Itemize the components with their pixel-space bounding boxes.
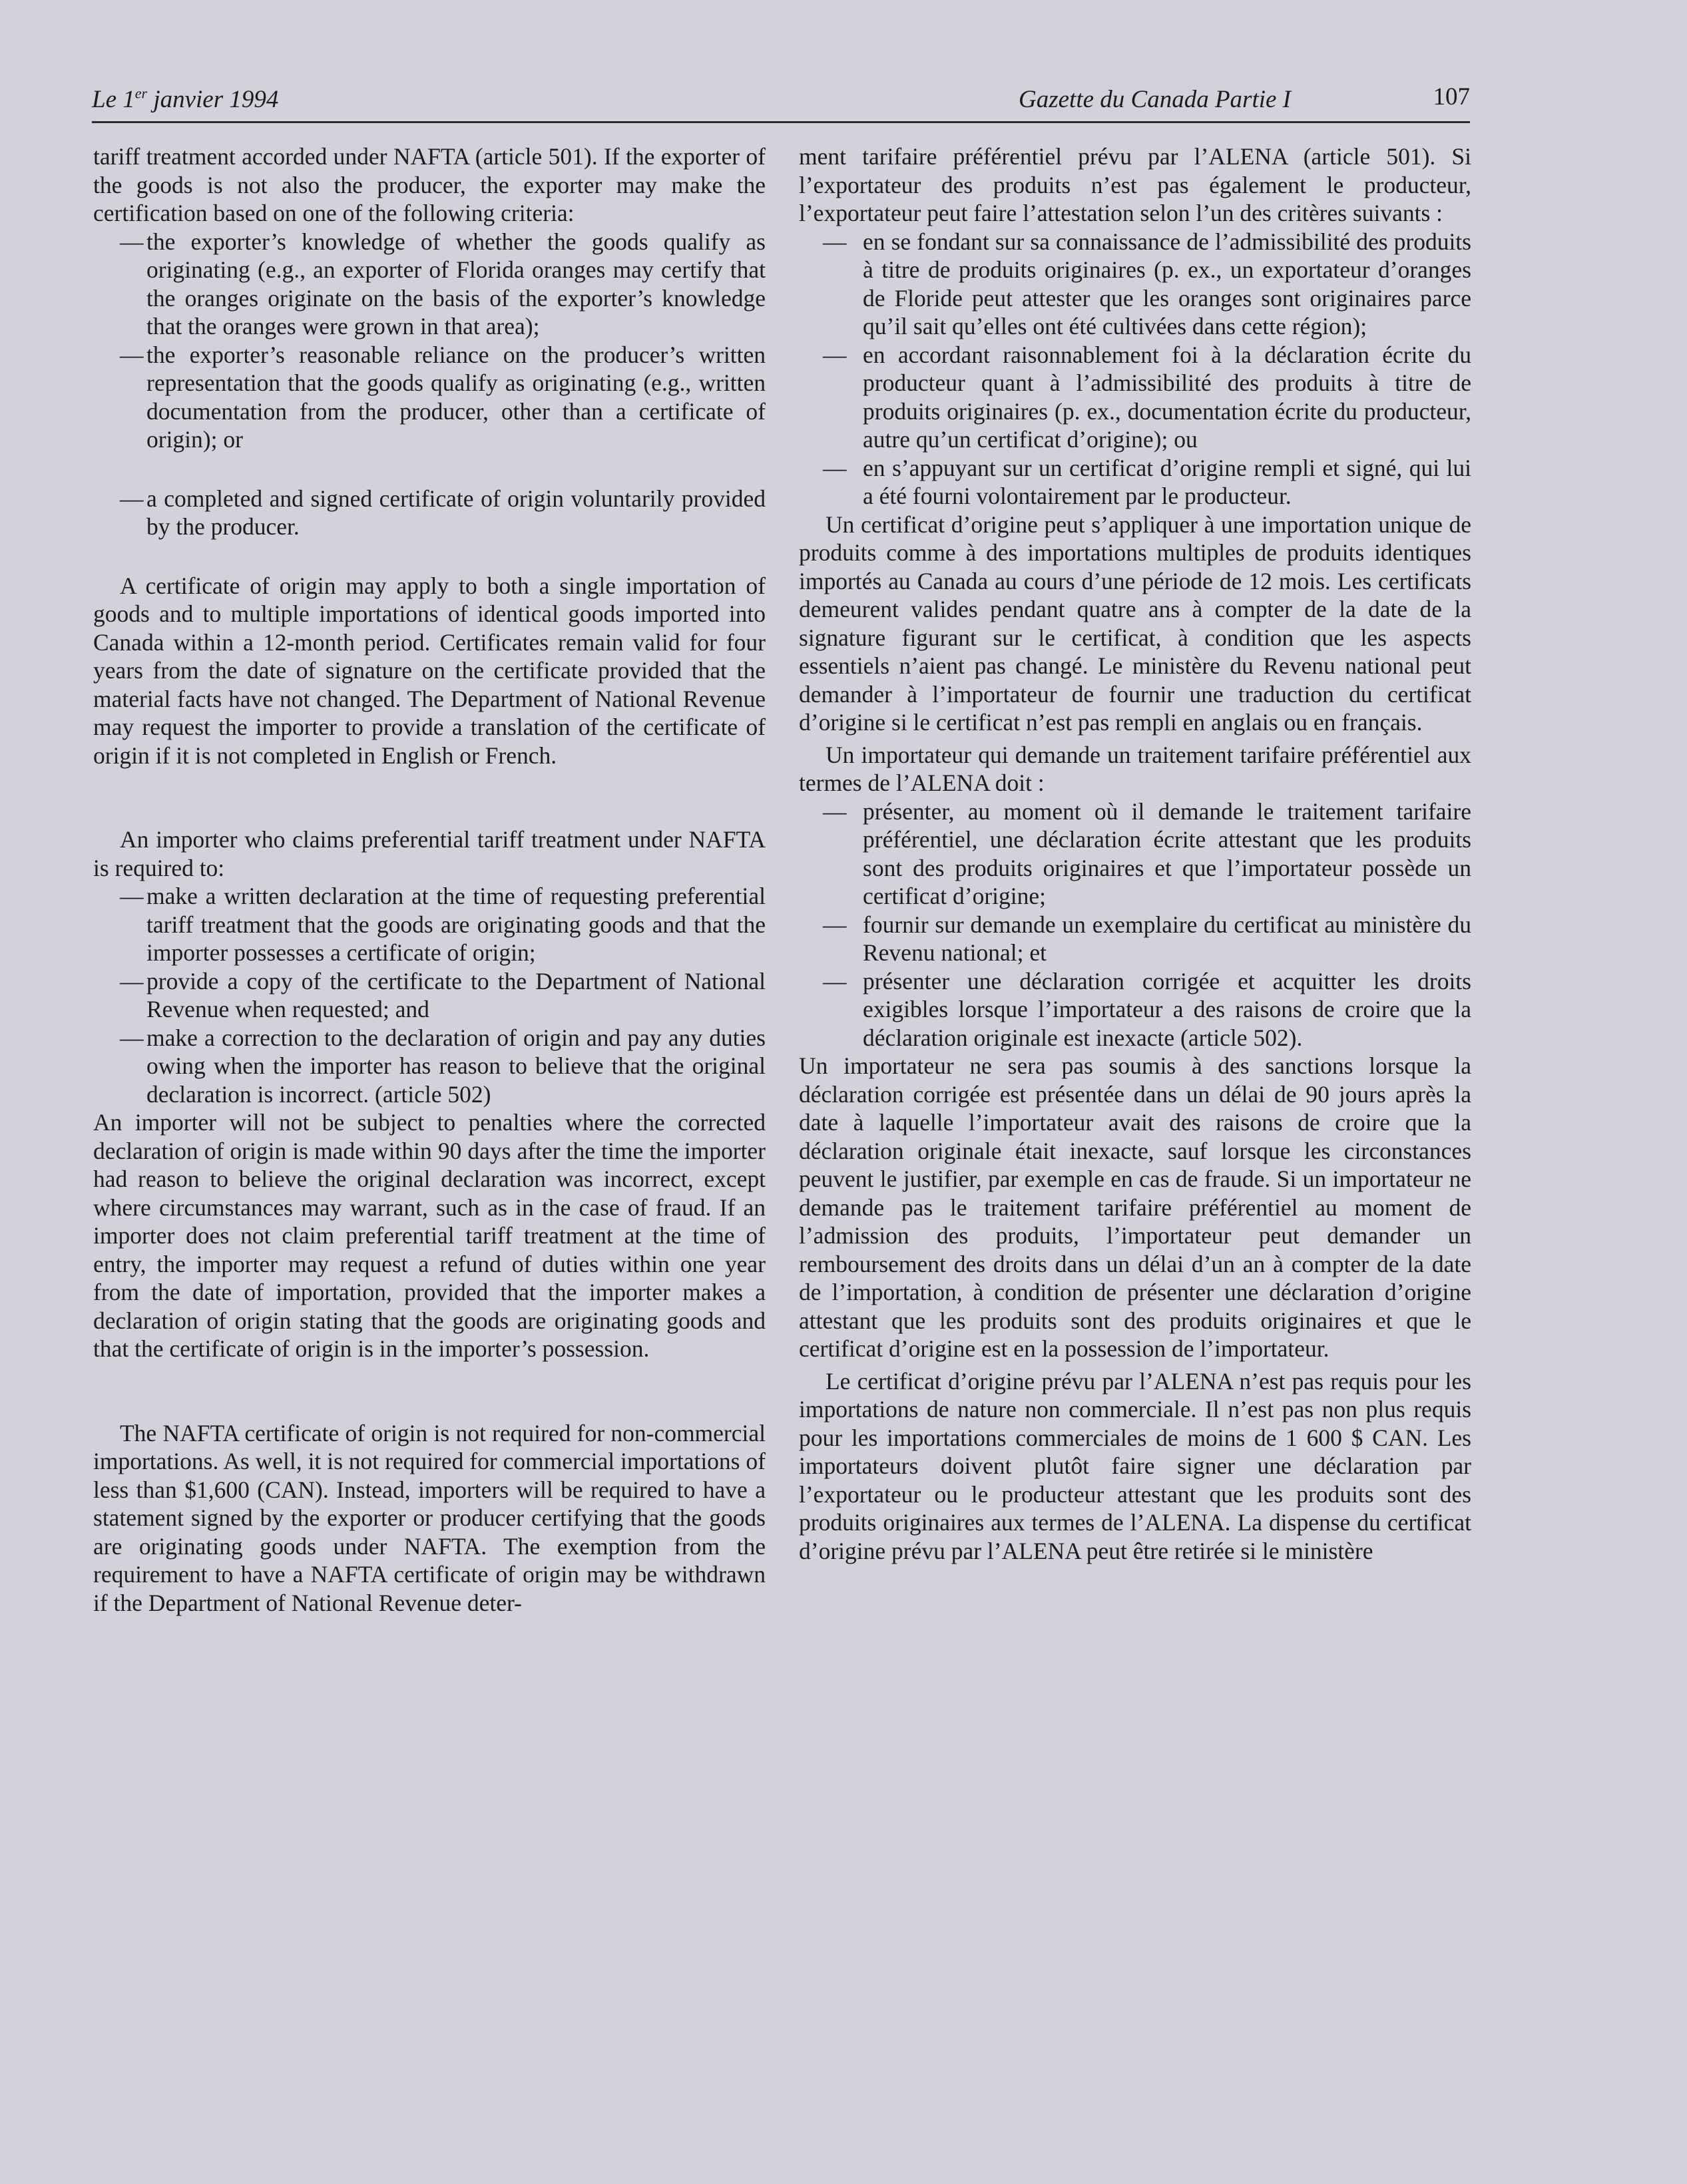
- paragraph: An importer who claims preferential tariff treatment under NAFTA is required to:: [93, 826, 766, 881]
- paragraph: ment tarifaire préférentiel prévu par l’ALENA (article 501). Si l’exportateur des produits n’est pas également le producteur, l’exportateur peut faire l’attestation selon l’un des critères suivants :: [799, 143, 1471, 226]
- english-column: [93, 142, 766, 1617]
- list-item: — fournir sur demande un exemplaire du certificat au ministère du Revenu national; et: [823, 911, 1471, 966]
- page-header: [92, 79, 1470, 123]
- list-item: — make a correction to the declaration of origin and pay any duties owing when the importer has reason to believe that the original declaration is incorrect. (article 502): [120, 1024, 766, 1108]
- list-item: — en se fondant sur sa connaissance de l’admissibilité des produits à titre de produits originaires (p. ex., un exportateur d’oranges de Floride peut attester que les oranges sont originaires parce qu’il sait qu’elles ont été cultivées dans cette région);: [823, 228, 1471, 339]
- list-item: — the exporter’s reasonable reliance on the producer’s written representation that the goods qualify as originating (e.g., written documentation from the producer, other than a certificate of origin); or: [120, 341, 766, 453]
- paragraph: Un importateur qui demande un traitement tarifaire préférentiel aux termes de l’ALENA doit :: [799, 741, 1471, 796]
- list-item: — make a written declaration at the time of requesting preferential tariff treatment that the goods are originating goods and that the importer possesses a certificate of origin;: [120, 883, 766, 966]
- paragraph: Un importateur ne sera pas soumis à des sanctions lorsque la déclaration corrigée est présentée dans un délai de 90 jours après la date à laquelle l’importateur avait des raisons de croire que la déclaration originale était inexacte, sauf lorsque les circonstances peuvent le justifier, par exemple en cas de fraude. Si un importateur ne demande pas le traitement tarifaire préférentiel au moment de l’admission des produits, l’importateur peut demander un remboursement des droits dans un délai d’un an à compter de la date de l’importation, à condition de présenter une déclaration d’origine attestant que les produits sont des produits originaires et que le certificat d’origine est en la possession de l’importateur.: [799, 1052, 1471, 1362]
- list-item: — présenter une déclaration corrigée et acquitter les droits exigibles lorsque l’importateur a des raisons de croire que la déclaration originale est inexacte (article 502).: [823, 967, 1471, 1051]
- paragraph: Le certificat d’origine prévu par l’ALENA n’est pas requis pour les importations de nature non commerciale. Il n’est pas non plus requis pour les importations commerciales de moins de 1 600 $ CAN. Les importateurs doivent plutôt faire signer une déclaration par l’exportateur ou le producteur attestant que les produits sont des produits originaires aux termes de l’ALENA. La dispense du certificat d’origine prévu par l’ALENA peut être retirée si le ministère: [799, 1367, 1471, 1564]
- list-item: — en s’appuyant sur un certificat d’origine rempli et signé, qui lui a été fourni volontairement par le producteur.: [823, 454, 1471, 509]
- list-item: — a completed and signed certificate of origin voluntarily provided by the producer.: [120, 485, 766, 540]
- paragraph: The NAFTA certificate of origin is not required for non-commercial importations. As well, it is not required for commercial importations of less than $1,600 (CAN). Instead, importers will be required to have a statement signed by the exporter or producer certifying that the goods are originating goods under NAFTA. The exemption from the requirement to have a NAFTA certificate of origin may be withdrawn if the Department of National Revenue deter-: [93, 1419, 766, 1616]
- list-item: — présenter, au moment où il demande le traitement tarifaire préférentiel, une déclaration écrite attestant que les produits sont des produits originaires et que l’importateur possède un certificat d’origine;: [823, 797, 1471, 909]
- list-item: — the exporter’s knowledge of whether the goods qualify as originating (e.g., an exporter of Florida oranges may certify that the oranges originate on the basis of the exporter’s knowledge that the oranges were grown in that area);: [120, 228, 766, 339]
- paragraph: tariff treatment accorded under NAFTA (article 501). If the exporter of the goods is not also the producer, the exporter may make the certification based on one of the following criteria:: [93, 143, 766, 226]
- list-item: — provide a copy of the certificate to the Department of National Revenue when requested; and: [120, 967, 766, 1022]
- paragraph: Un certificat d’origine peut s’appliquer à une importation unique de produits comme à des importations multiples de produits identiques importés au Canada au cours d’une période de 12 mois. Les certificats demeurent valides pendant quatre ans à compter de la date de la signature figurant sur le certificat, à condition que les aspects essentiels n’aient pas changé. Le ministère du Revenu national peut demander à l’importateur de fournir une traduction du certificat d’origine si le certificat n’est pas rempli en anglais ou en français.: [799, 511, 1471, 736]
- header-publication-title: Gazette du Canada Partie I: [1019, 86, 1292, 113]
- paragraph: An importer will not be subject to penalties where the corrected declaration of origin is made within 90 days after the time the importer had reason to believe the original declaration was incorrect, except where circumstances may warrant, such as in the case of fraud. If an importer does not claim preferential tariff treatment at the time of entry, the importer may request a refund of duties within one year from the date of importation, provided that the importer makes a declaration of origin stating that the goods are originating goods and that the certificate of origin is in the importer’s possession.: [93, 1109, 766, 1362]
- french-column: [799, 142, 1471, 1565]
- list-item: — en accordant raisonnablement foi à la déclaration écrite du producteur quant à l’admissibilité des produits à titre de produits originaires (p. ex., documentation écrite du producteur, autre qu’un certificat d’origine); ou: [823, 341, 1471, 453]
- header-date: Le 1er janvier 1994: [92, 85, 279, 113]
- page-number: 107: [1433, 83, 1470, 110]
- paragraph: A certificate of origin may apply to both a single importation of goods and to multiple importations of identical goods imported into Canada within a 12-month period. Certificates remain valid for four years from the date of signature on the certificate provided that the material facts have not changed. The Department of National Revenue may request the importer to provide a translation of the certificate of origin if it is not completed in English or French.: [93, 572, 766, 769]
